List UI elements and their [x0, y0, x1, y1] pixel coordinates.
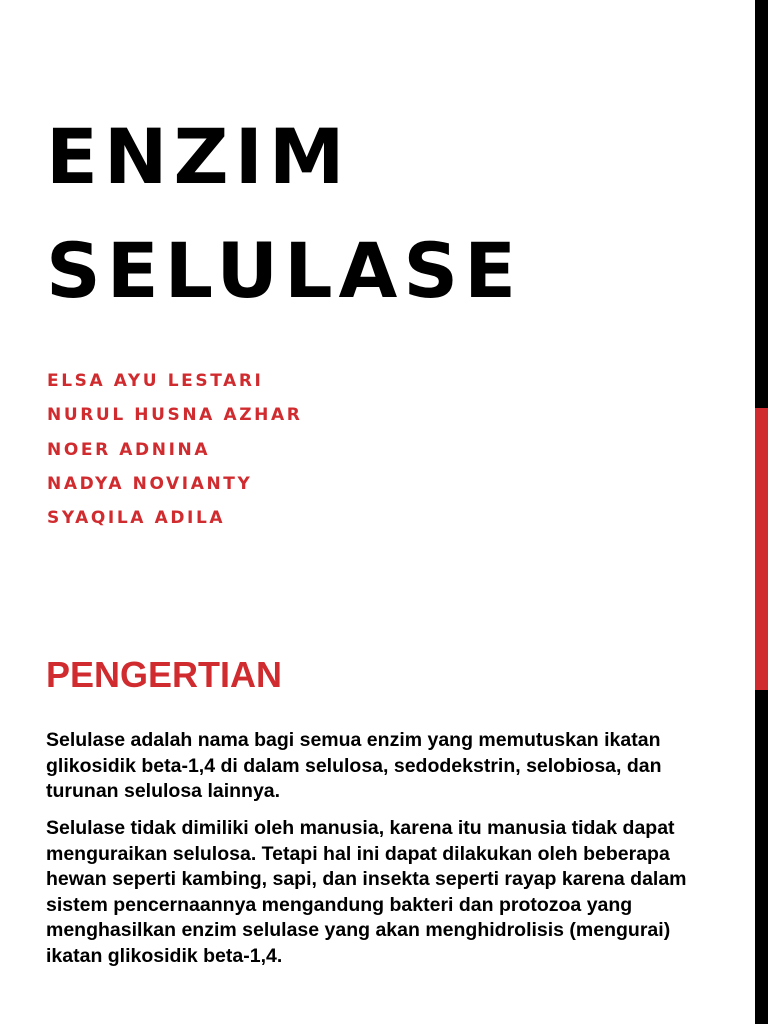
author-name: ELSA AYU LESTARI — [47, 371, 264, 391]
title-line-1: ENZIM — [46, 112, 351, 201]
explanation-paragraph: Selulase tidak dimiliki oleh manusia, karena itu manusia tidak dapat menguraikan selulosa. Tetapi hal ini dapat dilakukan oleh beberapa hewan seperti kambing, sapi, dan insekta seperti rayap karena dalam sistem pencernaannya mengandung bakteri dan protozoa yang menghasilkan enzim selulase yang akan menghidrolisis (mengurai) ikatan glikosidik beta-1,4. — [46, 817, 687, 967]
title-line-2: SELULASE — [46, 226, 522, 315]
author-name: NADYA NOVIANTY — [47, 473, 253, 494]
author-list — [47, 367, 302, 538]
author-name: SYAQILA ADILA — [47, 508, 226, 529]
definition-paragraph: Selulase adalah nama bagi semua enzim yang memutuskan ikatan glikosidik beta-1,4 di dalam selulosa, sedodekstrin, selobiosa, dan turunan selulosa lainnya. — [46, 729, 662, 803]
side-accent-bar-bottom — [755, 690, 768, 1024]
author-name: NOER ADNINA — [47, 439, 211, 460]
author-name: NURUL HUSNA AZHAR — [47, 405, 303, 426]
side-accent-bar-top — [755, 0, 768, 408]
document-title — [46, 100, 746, 328]
section-heading: PENGERTIAN — [46, 654, 283, 695]
side-accent-bar-middle — [755, 408, 768, 690]
